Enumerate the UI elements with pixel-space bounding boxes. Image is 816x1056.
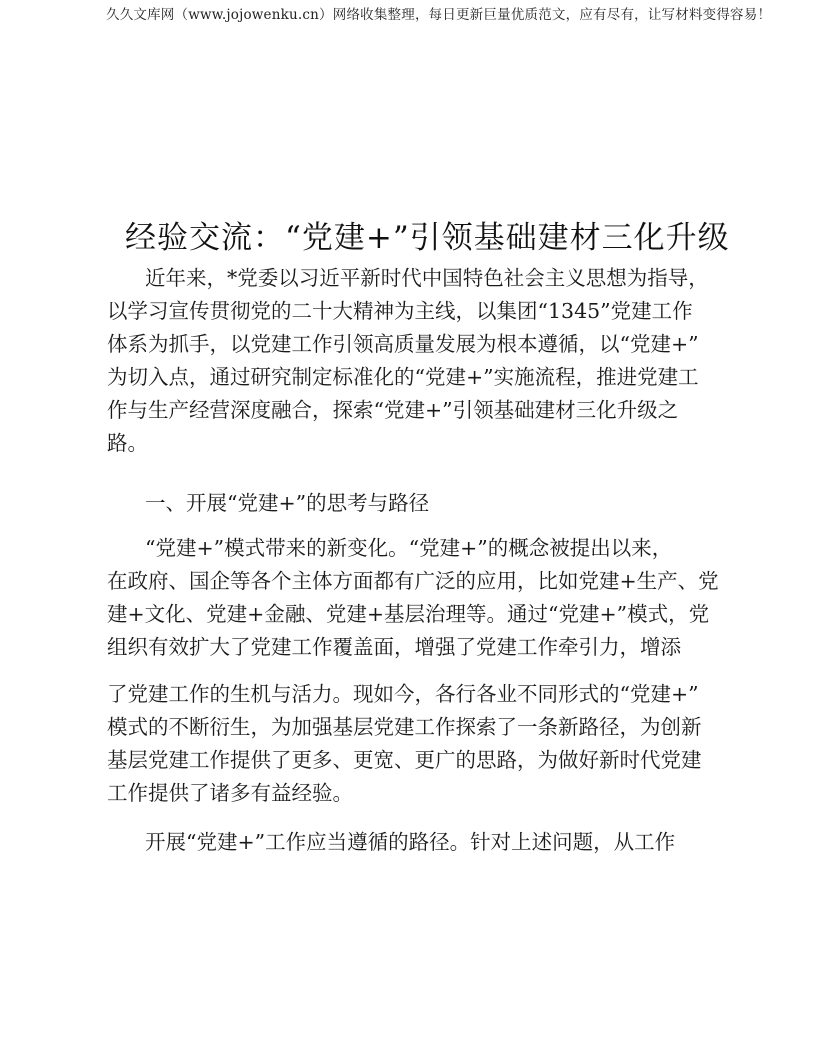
paragraph-new-changes <box>107 532 732 664</box>
paragraph-line: 以学习宣传贯彻党的二十大精神为主线，以集团“1345”党建工作 <box>107 299 693 323</box>
paragraph-line: 工作提供了诸多有益经验。 <box>107 781 353 805</box>
header-note: 久久文库网（www.jojowenku.cn）网络收集整理，每日更新巨量优质范文，应有尽有，让写材料变得容易！ <box>106 7 772 23</box>
paragraph-line: 作与生产经营深度融合，探索“党建+”引领基础建材三化升级之 <box>107 398 679 422</box>
paragraph-line: 基层党建工作提供了更多、更宽、更广的思路，为做好新时代党建 <box>107 748 702 772</box>
paragraph-line: 了党建工作的生机与活力。现如今，各行各业不同形式的“党建+” <box>107 682 699 706</box>
paragraph-intro <box>107 262 732 460</box>
document-title: 经验交流：“党建+”引领基础建材三化升级 <box>125 220 730 256</box>
paragraph-line: 为切入点，通过研究制定标准化的“党建+”实施流程，推进党建工 <box>107 365 699 389</box>
paragraph-continuation <box>107 678 732 810</box>
paragraph-line: 在政府、国企等各个主体方面都有广泛的应用，比如党建+生产、党 <box>107 569 719 593</box>
paragraph-line: 路。 <box>107 431 148 455</box>
section-heading <box>107 487 732 520</box>
section-heading-text: 一、开展“党建+”的思考与路径 <box>145 491 430 515</box>
paragraph-line: 模式的不断衍生，为加强基层党建工作探索了一条新路径，为创新 <box>107 715 702 739</box>
paragraph-line: 近年来，*党委以习近平新时代中国特色社会主义思想为指导， <box>145 266 709 290</box>
paragraph-line: 组织有效扩大了党建工作覆盖面，增强了党建工作牵引力，增添 <box>107 635 681 659</box>
paragraph-line: 开展“党建+”工作应当遵循的路径。针对上述问题，从工作 <box>145 830 676 854</box>
paragraph-path <box>107 826 732 859</box>
paragraph-line: 建+文化、党建+金融、党建+基层治理等。通过“党建+”模式，党 <box>107 602 710 626</box>
paragraph-line: “党建+”模式带来的新变化。“党建+”的概念被提出以来， <box>145 536 673 560</box>
paragraph-line: 体系为抓手，以党建工作引领高质量发展为根本遵循，以“党建+” <box>107 332 699 356</box>
